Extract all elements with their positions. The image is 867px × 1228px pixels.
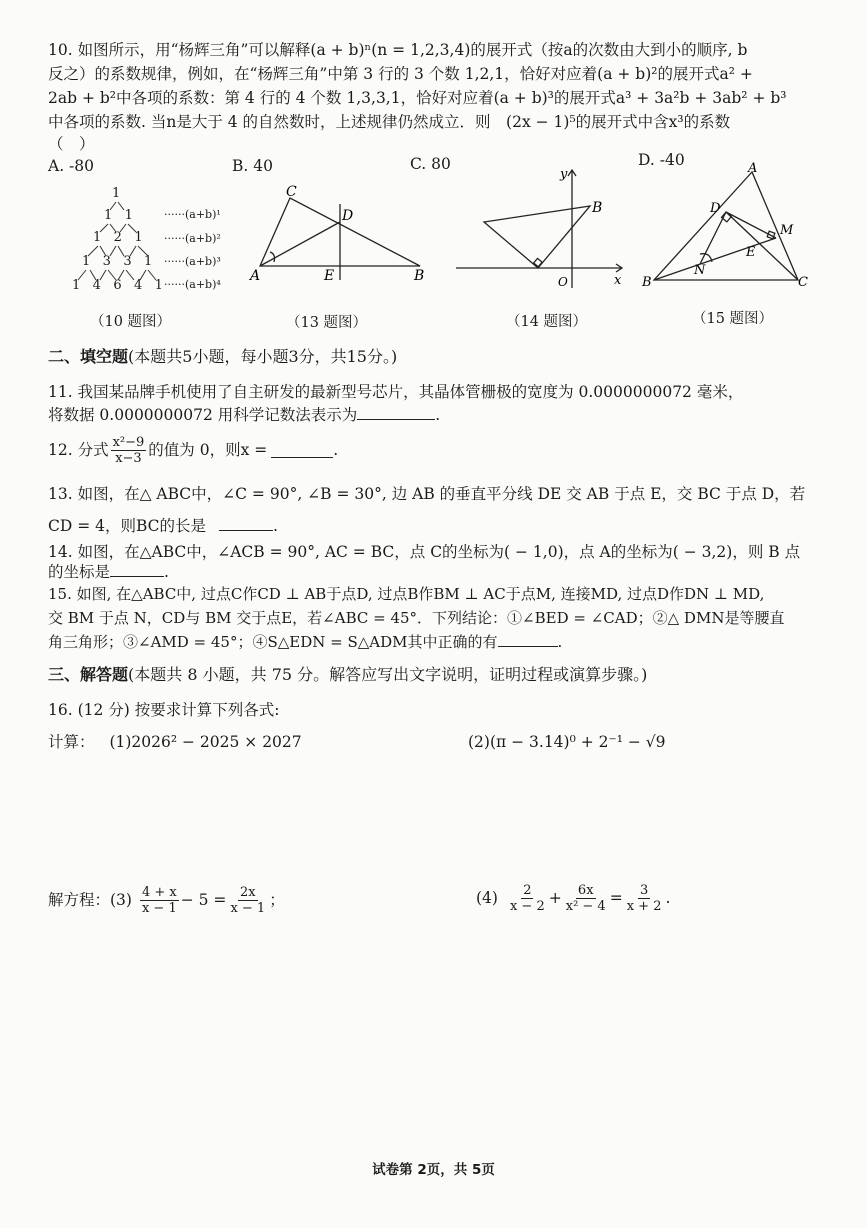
triangle-row-1: 1	[112, 186, 121, 201]
q11-answer-blank[interactable]	[357, 405, 435, 420]
q16-part-3-row	[48, 880, 285, 920]
q10-option-a: A. -80	[48, 157, 95, 175]
q10-line4: 中各项的系数. 当n是大于 4 的自然数时，上述规律仍然成立．则 (2x − 1)⁵的展开式中含x³的系数	[48, 113, 731, 131]
f15-label-n: N	[694, 263, 706, 278]
section-3-heading	[48, 664, 647, 686]
triangle-label-4: ······(a+b)⁴	[164, 278, 221, 291]
q10-line3: 2ab + b²中各项的系数：第 4 行的 4 个数 1,3,3,1，恰好对应着(a + b)³的展开式a³ + 3a²b + 3ab² + b³	[48, 89, 787, 107]
q16-p3-frac1	[140, 885, 179, 916]
q16-p4-num3: 3	[639, 882, 649, 898]
q15-answer-blank[interactable]	[498, 632, 558, 647]
q12-end: .	[333, 441, 339, 459]
page-footer: 试卷第 2页，共 5页	[372, 1162, 495, 1178]
q16-p3-den2: x − 1	[230, 900, 266, 916]
q13-line2-text: CD = 4，则BC的长是	[48, 517, 207, 535]
q15-line3-end: .	[557, 633, 563, 651]
f13-label-b: B	[414, 268, 425, 284]
q10-answer-paren: （ ）	[48, 135, 95, 153]
f14-label-o: O	[558, 275, 568, 289]
f13-label-a: A	[250, 268, 261, 284]
q14-line2-text: 的坐标是	[48, 563, 111, 581]
section-3-title: 三、解答题	[48, 665, 129, 684]
q14-line2	[48, 562, 169, 582]
q12-post: 的值为 0，则x =	[148, 441, 268, 459]
q16-p3-num1: 4 + x	[141, 884, 177, 900]
q16-p4-den2: x² − 4	[565, 898, 606, 914]
q16-part-4-row	[476, 878, 670, 918]
q16-p3-end: ；	[269, 891, 285, 909]
f14-label-x: x	[614, 273, 622, 288]
q16-solve-label: 解方程：(3)	[48, 891, 132, 909]
q11-line2-text: 将数据 0.0000000072 用科学记数法表示为	[48, 406, 358, 424]
q12-answer-blank[interactable]	[271, 443, 333, 458]
q16-p4-den3: x + 2	[626, 898, 662, 914]
triangle-row-4: 1 3 3 1	[82, 254, 153, 269]
q15-line1: 15. 如图, 在△ABC中, 过点C作CD ⊥ AB于点D, 过点B作BM ⊥ AC于点M, 连接MD, 过点D作DN ⊥ MD,	[48, 585, 765, 603]
q11-line1: 11. 我国某品牌手机使用了自主研发的最新型号芯片，其晶体管栅极的宽度为 0.0000000072 毫米，	[48, 383, 744, 401]
triangle-row-3: 1 2 1	[93, 230, 143, 245]
section-2-title: 二、填空题	[48, 347, 129, 366]
q16-p4-frac1	[508, 883, 547, 914]
q16-p4-den1: x − 2	[509, 898, 545, 914]
f15-label-c: C	[798, 275, 808, 290]
f14-label-y: y	[560, 167, 568, 182]
q13-line1: 13. 如图，在△ ABC中，∠C = 90°, ∠B = 30°, 边 AB 的垂直平分线 DE 交 AB 于点 E，交 BC 于点 D，若	[48, 485, 806, 503]
q16-head: 16. (12 分) 按要求计算下列各式:	[48, 701, 280, 719]
f15-label-d: D	[710, 201, 721, 216]
q10-option-b: B. 40	[232, 157, 273, 175]
q16-part-1: (1)2026² − 2025 × 2027	[109, 733, 302, 751]
caption-figure-10: （10 题图）	[90, 314, 172, 330]
q14-answer-blank[interactable]	[110, 562, 164, 577]
q10-option-c: C. 80	[410, 155, 451, 173]
q16-p4-end: .	[665, 889, 671, 907]
f13-label-e: E	[324, 268, 335, 284]
caption-figure-15: （15 题图）	[692, 311, 774, 327]
q11-line2	[48, 405, 440, 425]
q12-numerator: x²−9	[112, 434, 145, 450]
q16-p4-label: (4)	[476, 889, 498, 907]
f15-label-a: A	[748, 162, 758, 176]
f13-label-c: C	[286, 184, 297, 200]
q12-line	[48, 432, 338, 468]
q10-option-d: D. -40	[638, 151, 685, 169]
q15-line3-text: 角三角形；③∠AMD = 45°；④S△EDN = S△ADM其中正确的有	[48, 633, 498, 651]
q16-p4-plus: +	[548, 889, 562, 907]
q16-p4-eq: =	[609, 889, 623, 907]
q13-line2-end: .	[272, 517, 278, 535]
q15-line2: 交 BM 于点 N，CD与 BM 交于点E，若∠ABC = 45°．下列结论：①∠BED = ∠CAD；②△ DMN是等腰直	[48, 609, 785, 627]
q15-line3	[48, 632, 562, 652]
triangle-label-2: ······(a+b)²	[164, 232, 221, 245]
q12-denominator: x−3	[115, 450, 142, 466]
f15-label-e: E	[746, 245, 756, 260]
figure-13	[246, 180, 436, 290]
q16-p3-frac2	[228, 885, 267, 916]
q16-p4-num1: 2	[523, 882, 532, 898]
q16-part-2: (2)(π − 3.14)⁰ + 2⁻¹ − √9	[468, 733, 666, 751]
f15-label-m: M	[780, 223, 794, 238]
q13-answer-blank[interactable]	[219, 516, 273, 531]
triangle-connector-lines	[60, 182, 180, 282]
q13-line2	[48, 516, 278, 536]
figure-14	[452, 164, 632, 294]
caption-figure-13: （13 题图）	[286, 315, 368, 331]
q14-line2-end: .	[164, 563, 169, 581]
q10-line2: 反之）的系数规律，例如，在“杨辉三角”中第 3 行的 3 个数 1,2,1，恰好对应着(a + b)²的展开式a² +	[48, 65, 753, 83]
f14-label-b: B	[592, 200, 603, 216]
f13-label-d: D	[342, 208, 354, 224]
q12-pre: 12. 分式	[48, 441, 109, 459]
caption-figure-14: （14 题图）	[506, 314, 588, 330]
q16-p4-frac3	[625, 883, 664, 914]
q12-fraction	[111, 435, 147, 466]
q14-line1: 14. 如图，在△ABC中，∠ACB = 90°, AC = BC，点 C的坐标为( − 1,0)，点 A的坐标为( − 3,2)，则 B 点	[48, 543, 801, 561]
triangle-row-2: 1 1	[104, 208, 133, 223]
q16-calc-row	[48, 732, 302, 752]
triangle-row-5: 1 4 6 4 1	[72, 278, 163, 293]
section-2-desc: (本题共5小题，每小题3分，共15分。)	[128, 347, 398, 366]
triangle-label-1: ······(a+b)¹	[164, 208, 221, 221]
q16-p3-den1: x − 1	[141, 900, 177, 916]
triangle-label-3: ······(a+b)³	[164, 255, 221, 268]
q11-line2-end: .	[435, 406, 441, 424]
figure-15	[640, 162, 820, 292]
q16-p3-num2: 2x	[240, 884, 256, 900]
q16-p4-num2: 6x	[577, 882, 594, 898]
q10-line1: 10. 如图所示，用“杨辉三角”可以解释(a + b)ⁿ(n = 1,2,3,4)的展开式（按a的次数由大到小的顺序, b	[48, 41, 748, 59]
q16-p3-mid: − 5 =	[180, 891, 227, 909]
f15-label-b: B	[642, 275, 652, 290]
q16-calc-label: 计算：	[48, 733, 95, 751]
q16-p4-frac2	[564, 883, 608, 914]
section-2-heading	[48, 346, 397, 368]
yanghui-triangle-figure	[60, 182, 240, 302]
section-3-desc: (本题共 8 小题，共 75 分。解答应写出文字说明，证明过程或演算步骤。)	[128, 665, 648, 684]
